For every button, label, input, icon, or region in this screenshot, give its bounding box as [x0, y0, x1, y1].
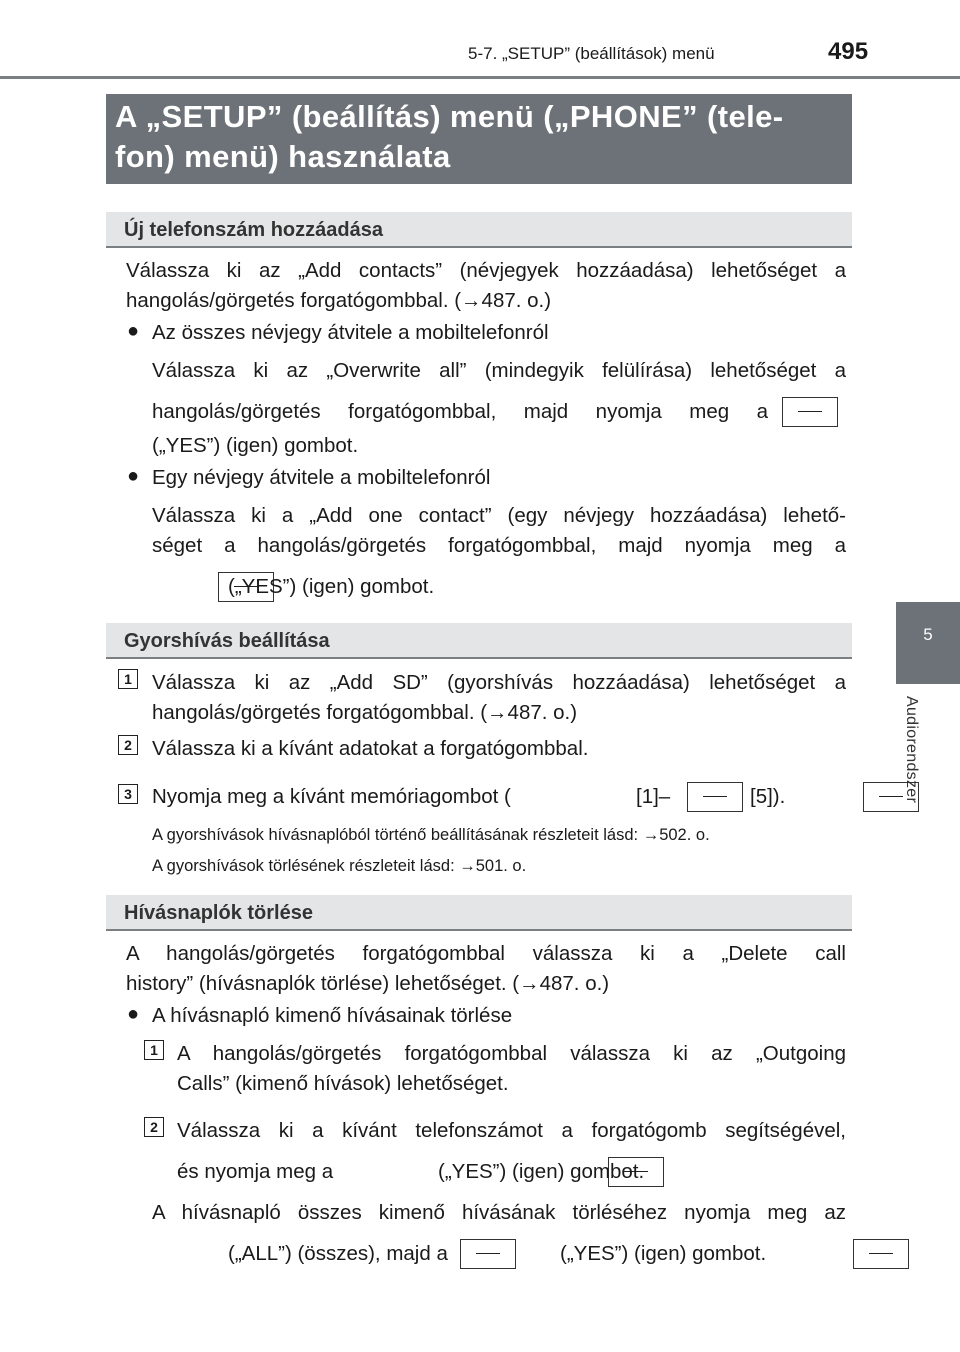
section1-bullet1-title: Az összes névjegy átvitele a mobiltelefonról [152, 321, 549, 344]
section3-step1-line1: A hangolás/görgetés forgatógombbal válassza ki az „Outgoing [177, 1042, 846, 1065]
section3-all-line2a: („ALL”) (összes), majd a [228, 1242, 448, 1265]
memory-button-icon [863, 782, 919, 812]
section2-note2: A gyorshívások törlésének részleteit lásd: →501. o. [152, 857, 527, 875]
section1-intro-line2: hangolás/görgetés forgatógombbal. (→487. o.) [126, 289, 552, 312]
section1-bullet2-line1: Válassza ki a „Add one contact” (egy névjegy hozzáadása) lehető- [152, 504, 846, 527]
section3-step2-line2a: és nyomja meg a [177, 1160, 334, 1183]
bullet-icon: ● [127, 465, 140, 487]
section3-step1-line2: Calls” (kimenő hívások) lehetőséget. [177, 1072, 509, 1095]
section3-all-line2b: („YES”) (igen) gombot. [560, 1242, 767, 1265]
chapter-tab-number: 5 [923, 625, 933, 644]
chapter-tab-label-text: Audiorendszer [903, 696, 920, 804]
section3-step2-line2b: („YES”) (igen) gombot. [438, 1160, 645, 1183]
section1-bullet1-line2: hangolás/görgetés forgatógombbal, majd nyomja meg a [152, 400, 768, 423]
step-number-3: 3 [118, 784, 138, 804]
section2-note1: A gyorshívások hívásnaplóból történő beállításának részleteit lásd: →502. o. [152, 826, 710, 844]
section2-step1-line2: hangolás/görgetés forgatógombbal. (→487. o.) [152, 701, 578, 724]
chapter-tab-label [902, 696, 924, 836]
section2-step3-part1: Nyomja meg a kívánt memóriagombot ( [152, 785, 511, 808]
section3-intro-line2: history” (hívásnaplók törlése) lehetőséget. (→487. o.) [126, 972, 610, 995]
all-button-icon [460, 1239, 516, 1269]
page-number: 495 [828, 38, 869, 65]
section2-step1-line1: Válassza ki az „Add SD” (gyorshívás hozzáadása) lehetőséget a [152, 671, 846, 694]
page-title-line2: fon) menü) használata [115, 139, 451, 174]
section-heading-speed-dial: Gyorshívás beállítása [124, 630, 330, 652]
page-title [115, 97, 855, 177]
section1-intro-line1: Válassza ki az „Add contacts” (névjegyek hozzáadása) lehetőséget a [126, 259, 846, 282]
section3-all-line1: A hívásnapló összes kimenő hívásának törléséhez nyomja meg az [152, 1201, 846, 1224]
section-heading-call-history: Hívásnaplók törlése [124, 902, 313, 924]
bullet-icon: ● [127, 320, 140, 342]
section1-bullet2-line3: („YES”) (igen) gombot. [228, 575, 435, 598]
step-number-2: 2 [118, 735, 138, 755]
bullet-icon: ● [127, 1003, 140, 1025]
step-number-2: 2 [144, 1117, 164, 1137]
memory-button-icon [687, 782, 743, 812]
step-number-1: 1 [118, 669, 138, 689]
section3-step2-line1: Válassza ki a kívánt telefonszámot a forgatógomb segítségével, [177, 1119, 846, 1142]
section1-bullet1-line1: Válassza ki az „Overwrite all” (mindegyik felülírása) lehetőséget a [152, 359, 846, 382]
section1-bullet1-line3: („YES”) (igen) gombot. [152, 434, 359, 457]
section2-step2-text: Válassza ki a kívánt adatokat a forgatógombbal. [152, 737, 589, 760]
section3-intro-line1: A hangolás/görgetés forgatógombbal válassza ki a „Delete call [126, 942, 846, 965]
step-number-1: 1 [144, 1040, 164, 1060]
section1-bullet2-line2: séget a hangolás/görgetés forgatógombbal, majd nyomja meg a [152, 534, 846, 557]
section2-step3-part3: [5]). [750, 785, 786, 808]
header-rule [0, 76, 960, 79]
running-header-chapter: 5-7. „SETUP” (beállítások) menü [468, 44, 715, 63]
page-title-line1: A „SETUP” (beállítás) menü („PHONE” (tele- [115, 99, 784, 134]
yes-button-icon [782, 397, 838, 427]
section2-step3-part2: [1]– [636, 785, 671, 808]
yes-button-icon [853, 1239, 909, 1269]
section-heading-new-number: Új telefonszám hozzáadása [124, 219, 383, 241]
section1-bullet2-title: Egy névjegy átvitele a mobiltelefonról [152, 466, 491, 489]
section3-bullet-title: A hívásnapló kimenő hívásainak törlése [152, 1004, 513, 1027]
